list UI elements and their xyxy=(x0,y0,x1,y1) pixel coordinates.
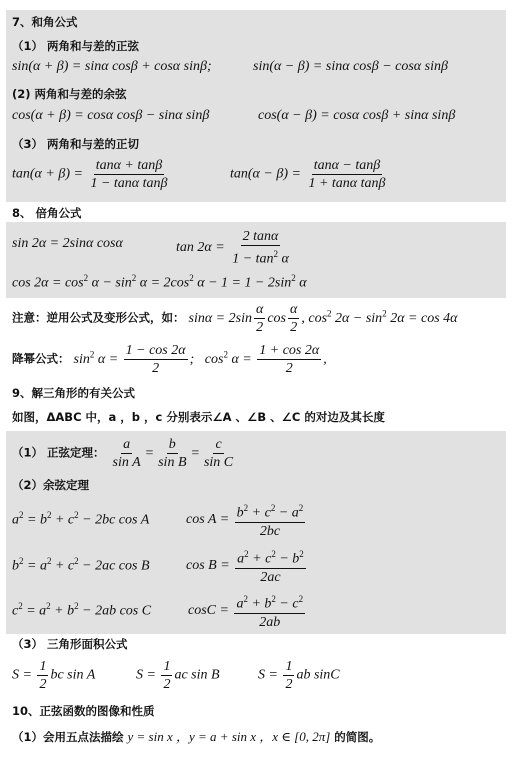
area-formula-heading: （3） 三角形面积公式 xyxy=(12,637,128,651)
exponent: 2 xyxy=(291,273,296,283)
frac-num: a xyxy=(123,437,131,452)
term: + c xyxy=(51,512,75,528)
tan-double-lhs: tan 2α = xyxy=(176,240,225,256)
frac-den: sin C xyxy=(203,455,234,470)
cos2-part: α − sin xyxy=(88,275,132,291)
tan-diff-lhs: tan(α − β) = xyxy=(230,166,301,182)
tan-double-numerator: 2 tanα xyxy=(242,229,279,244)
frac-num: 1 + cos 2α xyxy=(259,343,320,358)
frac-num xyxy=(234,591,305,614)
area-formula-3 xyxy=(258,658,340,693)
exponent: 2 xyxy=(299,549,304,559)
ls-fraction-b xyxy=(156,436,188,471)
exponent: 2 xyxy=(243,594,248,604)
area-lhs: S = xyxy=(136,667,156,683)
sin-diff-formula: sin(α − β) = sinα cosβ − cosα sinβ xyxy=(253,59,448,74)
half-fraction xyxy=(37,658,48,693)
law-of-cosines-label: （2）余弦定理 xyxy=(12,478,90,492)
tan-diff-numerator: tanα − tanβ xyxy=(313,158,381,173)
frac-den: 2 xyxy=(290,320,298,335)
separator: , xyxy=(323,351,327,367)
term: = a xyxy=(22,603,47,619)
area-formula-2 xyxy=(136,658,220,693)
exponent: 2 xyxy=(74,556,79,566)
term: − 2ab cos C xyxy=(78,603,152,619)
equals: = xyxy=(190,445,200,461)
frac-den: 2 xyxy=(163,677,171,692)
tan-sum-lhs: tan(α + β) = xyxy=(12,166,83,182)
cos-a-fraction xyxy=(235,500,306,540)
exponent: 2 xyxy=(271,549,276,559)
tan-diff-formula xyxy=(230,157,390,192)
tan-sum-numerator: tanα + tanβ xyxy=(95,158,163,173)
note-row xyxy=(12,301,458,336)
frac-den: 2ac xyxy=(260,569,281,585)
exponent: 2 xyxy=(46,556,52,566)
term: a xyxy=(236,596,244,612)
cos-c-ratio xyxy=(188,591,307,631)
law-of-sines-row xyxy=(12,436,237,471)
exponent: 2 xyxy=(243,503,249,513)
power-sin-lhs: sin xyxy=(73,351,90,367)
exponent: 2 xyxy=(83,273,89,283)
term: − 2ac cos B xyxy=(78,558,150,574)
law-of-sines-label: （1） 正弦定理： xyxy=(12,445,105,460)
power-sin-lhs: α = xyxy=(94,351,119,367)
term: a xyxy=(237,551,245,567)
item-label: （1）会用五点法描绘 xyxy=(12,730,124,744)
tan-double-formula xyxy=(176,228,293,268)
frac-den: 2 xyxy=(39,677,47,692)
term: − 2bc cos A xyxy=(78,512,150,528)
cos-diff-formula: cos(α − β) = cosα cosβ + sinα sinβ xyxy=(258,108,456,123)
cos2-part: α = 2cos xyxy=(136,275,190,291)
cos-double-formula xyxy=(12,273,307,292)
power-label: 降幂公式： xyxy=(12,351,70,366)
frac-den: sin B xyxy=(158,455,187,470)
law-cos-b xyxy=(12,556,150,575)
tan-sum-denominator: 1 − tanα tanβ xyxy=(90,176,168,191)
exponent: 2 xyxy=(189,273,194,283)
sin-sum-diff-heading: （1） 两角和与差的正弦 xyxy=(12,39,140,53)
area-rhs: ac sin B xyxy=(174,667,220,683)
exponent: 2 xyxy=(19,556,24,566)
term: + c xyxy=(248,505,271,521)
term: + c xyxy=(248,551,272,567)
exponent: 2 xyxy=(131,273,137,283)
term: − b xyxy=(275,551,300,567)
area-rhs: bc sin A xyxy=(50,667,96,683)
term: = b xyxy=(23,512,47,528)
power-sin-fraction xyxy=(124,342,188,377)
term: b xyxy=(12,558,19,574)
exponent: 2 xyxy=(298,594,304,604)
power-cos-fraction xyxy=(257,342,321,377)
note-rest: , cos xyxy=(301,310,328,326)
item-suffix: 的简图。 xyxy=(334,730,381,744)
cos-b-fraction xyxy=(235,546,306,586)
exponent: 2 xyxy=(89,349,95,360)
half-fraction xyxy=(283,658,294,693)
frac-den: 2 xyxy=(256,320,264,335)
law-of-sines-formula xyxy=(109,437,238,470)
sin-sum-formula: sin(α + β) = sinα cosβ + cosα sinβ; xyxy=(12,59,212,74)
term: b xyxy=(236,505,244,521)
note-rest: 2α − sin xyxy=(331,310,383,326)
tan-den-b: α xyxy=(278,251,289,267)
frac-num xyxy=(235,500,306,523)
exponent: 2 xyxy=(74,510,79,520)
term: = a xyxy=(23,558,47,574)
note-half-fraction xyxy=(254,301,265,336)
exponent: 2 xyxy=(244,549,249,559)
area-rhs: ab sinC xyxy=(296,667,340,683)
section-9-title: 9、解三角形的有关公式 xyxy=(12,386,136,400)
ratio-lhs: cos A = xyxy=(186,512,230,528)
sin-double-formula: sin 2α = 2sinα cosα xyxy=(12,236,123,251)
law-cos-c xyxy=(12,601,151,620)
ls-fraction-c xyxy=(202,436,235,471)
exponent: 2 xyxy=(327,308,332,319)
frac-den: sin A xyxy=(112,455,141,470)
tan-sum-formula xyxy=(12,157,172,192)
power-reduction-row xyxy=(12,342,327,377)
section-8-title: 8、 倍角公式 xyxy=(12,206,82,220)
frac-num: 1 xyxy=(163,659,171,674)
power-cos-lhs: cos xyxy=(204,351,224,367)
term: + b xyxy=(247,596,272,612)
frac-num: α xyxy=(255,302,264,317)
note-formula xyxy=(188,302,458,335)
tan-sum-fraction xyxy=(88,157,169,192)
cos-b-ratio xyxy=(186,546,308,586)
exponent: 2 xyxy=(18,601,23,611)
cos2-part: cos 2α = cos xyxy=(12,275,84,291)
term: − c xyxy=(275,596,299,612)
frac-num: α xyxy=(290,302,298,317)
note-label: 注意：逆用公式及变形公式，如： xyxy=(12,310,185,325)
exponent: 2 xyxy=(19,510,24,520)
equals: = xyxy=(144,445,155,461)
term: + c xyxy=(51,558,75,574)
cos2-part: α − 1 = 1 − 2sin xyxy=(193,275,292,291)
exponent: 2 xyxy=(271,594,276,604)
tan-diff-denominator: 1 + tanα tanβ xyxy=(308,176,386,191)
section-10-title: 10、正弦函数的图像和性质 xyxy=(12,704,155,718)
tan-diff-fraction xyxy=(306,157,387,192)
item-formula: y = sin x ，y = a + sin x ，x ∈ [0, 2π] xyxy=(127,729,331,744)
area-lhs: S = xyxy=(258,667,278,683)
frac-den: 2ab xyxy=(259,614,281,630)
exponent: 2 xyxy=(270,503,276,513)
frac-num: c xyxy=(215,437,222,452)
frac-num xyxy=(235,546,306,569)
cos-sum-formula: cos(α + β) = cosα cosβ − sinα sinβ xyxy=(12,108,210,123)
term: c xyxy=(12,603,19,619)
frac-den: 2 xyxy=(152,361,160,376)
exponent: 2 xyxy=(382,308,387,319)
exponent: 2 xyxy=(223,349,228,360)
cos-c-fraction xyxy=(234,591,305,631)
cos-sum-diff-heading: (2) 两角和与差的余弦 xyxy=(12,87,127,101)
area-formula-1 xyxy=(12,658,95,693)
triangle-intro: 如图，ΔABC 中，a ，b ，c 分别表示∠A 、∠B 、∠C 的对边及其长度 xyxy=(12,410,385,424)
tan-double-denominator xyxy=(230,246,291,268)
frac-den: 2bc xyxy=(259,523,281,539)
exponent: 2 xyxy=(273,249,279,259)
note-rest: 2α = cos 4α xyxy=(386,310,458,326)
frac-den: 2 xyxy=(285,677,293,692)
exponent: 2 xyxy=(74,601,79,611)
separator: ; xyxy=(189,351,195,367)
note-half-fraction xyxy=(288,301,299,336)
exponent: 2 xyxy=(298,503,304,513)
exponent: 2 xyxy=(46,510,52,520)
half-fraction xyxy=(161,658,172,693)
note-lhs: sinα = 2sin xyxy=(188,310,252,326)
tan-double-fraction xyxy=(230,228,291,268)
term: a xyxy=(12,512,19,528)
section-7-title: 7、和角公式 xyxy=(12,15,78,29)
sec10-item-1 xyxy=(12,726,380,746)
ratio-lhs: cosC = xyxy=(188,603,229,619)
frac-num: b xyxy=(168,437,176,452)
frac-num: 1 − cos 2α xyxy=(125,343,186,358)
frac-num: 1 xyxy=(285,659,293,674)
area-lhs: S = xyxy=(12,667,32,683)
term: + b xyxy=(50,603,75,619)
exponent: 2 xyxy=(46,601,51,611)
frac-num: 1 xyxy=(39,659,47,674)
tan-sum-diff-heading: （3） 两角和与差的正切 xyxy=(12,137,140,151)
law-cos-a xyxy=(12,510,149,529)
frac-den: 2 xyxy=(285,361,293,376)
cos2-part: α xyxy=(295,275,307,291)
ls-fraction-a xyxy=(111,436,143,471)
ratio-lhs: cos B = xyxy=(186,558,230,574)
cos-a-ratio xyxy=(186,500,307,540)
tan-den-a: 1 − tan xyxy=(232,251,274,267)
term: − a xyxy=(275,505,299,521)
note-mid: cos xyxy=(267,310,287,326)
power-cos-lhs: α = xyxy=(227,351,252,367)
